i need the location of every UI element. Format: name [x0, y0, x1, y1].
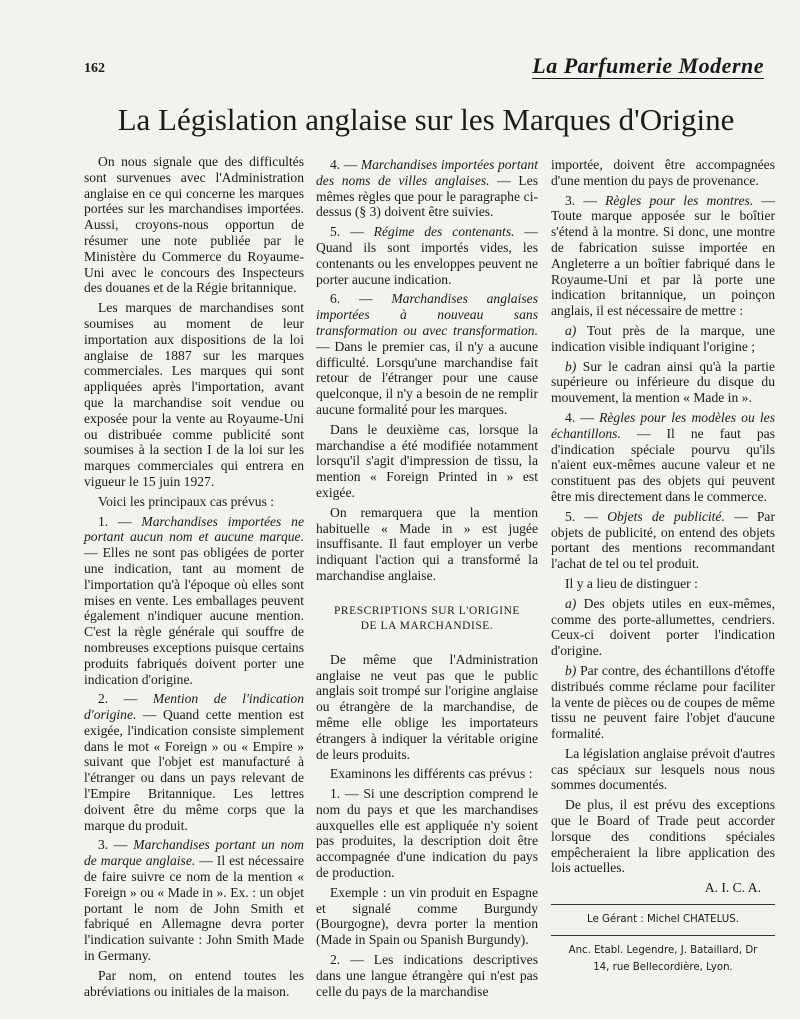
paragraph: 1. — Si une description comprend le nom du pays et que les marchandises auxquelles elle est appliquée n'y soient pas produites, la description doit être accompagnée d'une indication du pays de production.	[316, 786, 538, 881]
item-text: — Il est nécessaire de faire suivre ce nom de la mention « Foreign » ou « Made in ». Ex. : un objet portant le nom de John Smith et fabriqué en Allemagne devra porter l'indication suivante : John Smith Made in Germany.	[84, 853, 304, 964]
item-text: Tout près de la marque, une indication visible indiquant l'origine ;	[551, 322, 775, 354]
gerant-line: Le Gérant : Michel CHATELUS.	[587, 914, 739, 926]
item-letter: a)	[565, 595, 577, 611]
item-text: — Elles ne sont pas obligées de porter une indication, tant au moment de l'importation qu'à l'époque où elles sont mises en vente. Les emballages peuvent également n'indiquer aucune mention. C'est la règle générale qui souffre de nombreuses exceptions puisque certains produits fabriqués doivent porter une indication d'origine.	[84, 545, 304, 687]
divider	[551, 935, 775, 936]
item-heading: Marchandises anglaises importées à nouveau sans transformation ou avec transformation.	[316, 291, 538, 338]
item-number: 3. —	[98, 837, 134, 853]
author-signature: A. I. C. A.	[704, 880, 761, 896]
item-heading: Marchandises portant un nom de marque anglaise.	[84, 837, 304, 869]
item-number: 6. —	[330, 291, 392, 307]
paragraph: Les marques de marchandises sont soumises au moment de leur importation aux dispositions de la loi anglaise de 1887 sur les marques commerciales. Les marques qui sont appliquées après l'importation, avant que la marchandise soit vendue ou exposée pour la vente au Royaume-Uni ou distribuée comme publicité sont soumises à la section I de la loi sur les marques commerciales qui entrera en vigueur le 15 juin 1927.	[84, 300, 304, 489]
section-subheading	[316, 604, 538, 634]
divider	[551, 904, 775, 905]
item-number: 1. —	[98, 513, 142, 529]
subheading-line: DE LA MARCHANDISE.	[360, 619, 494, 632]
paragraph	[551, 596, 775, 659]
paragraph: Dans le deuxième cas, lorsque la marchandise a été modifiée notamment lorsqu'il s'agit d'impression de tissu, la mention « Foreign Printed in » est exigée.	[316, 421, 538, 500]
paragraph: Exemple : un vin produit en Espagne et signalé comme Burgundy (Bourgogne), devra porter la mention (Made in Spain ou Spanish Burgundy).	[316, 884, 538, 948]
item-text: — Il ne faut pas d'indication spéciale pourvu qu'ils n'aient eux-mêmes aucune valeur et ne constituent pas des objets qui peuvent être mis directement dans le commerce.	[551, 425, 775, 504]
paragraph: De plus, il est prévu des exceptions que le Board of Trade peut accorder lorsque des conditions spéciales empêcheraient la libre application des lois actuelles.	[551, 797, 775, 876]
paragraph	[84, 837, 304, 963]
item-number: 4. —	[330, 157, 361, 172]
item-number: 4. —	[565, 409, 600, 425]
paragraph: Examinons les différents cas prévus :	[330, 766, 533, 782]
item-number: 2. —	[98, 691, 153, 707]
column-3	[551, 157, 775, 978]
item-letter: b)	[565, 662, 577, 678]
column-2	[316, 157, 538, 1003]
page-number: 162	[84, 61, 105, 76]
item-text: Par contre, des échantillons d'étoffe distribués comme réclame pour faciliter la vente de pièces ou de coupes de même tissu ne peuvent faire l'objet d'aucune formalité.	[551, 662, 775, 742]
paragraph: Voici les principaux cas prévus :	[98, 493, 275, 509]
masthead-logo: La Parfumerie Moderne	[532, 53, 764, 78]
paragraph: On remarquera que la mention habituelle « Made in » est jugée insuffisante. Il faut employer un verbe indiquant l'action qui a transformé la marchandise anglaise.	[316, 504, 538, 583]
item-text: — Par objets de publicité, on entend des objets portant des mentions recommandant l'achat de tel ou tel produit.	[551, 508, 775, 572]
paragraph	[551, 323, 775, 355]
item-heading: Règles pour les modèles ou les échantillons.	[551, 409, 775, 441]
item-heading: Règles pour les montres.	[605, 192, 754, 208]
item-text: — Quand ils sont importés vides, les contenants ou les enveloppes peuvent ne porter aucune indication.	[316, 224, 538, 287]
item-letter: a)	[565, 322, 577, 338]
paragraph: Il y a lieu de distinguer :	[565, 575, 698, 591]
paragraph	[316, 224, 538, 287]
paragraph	[84, 691, 304, 833]
printer-line: Anc. Etabl. Legendre, J. Bataillard, Dr	[568, 945, 758, 957]
item-heading: Marchandises importées ne portant aucun nom et aucune marque.	[84, 513, 304, 545]
subheading-line: PRESCRIPTIONS SUR L'ORIGINE	[334, 604, 520, 617]
item-number: 5. —	[330, 224, 374, 240]
paragraph: De même que l'Administration anglaise ne veut pas que le public anglais soit trompé sur l'origine anglaise ou étrangère de la marchandise, de même elle oblige les importateurs étrangers à indiquer la véritable origine de leurs produits.	[316, 651, 538, 762]
paragraph	[84, 514, 304, 688]
paragraph	[551, 359, 775, 406]
paragraph: importée, doivent être accompagnées d'une mention du pays de provenance.	[551, 157, 775, 188]
paragraph	[551, 663, 775, 742]
item-heading: Mention de l'indication d'origine.	[84, 691, 304, 723]
paragraph: Par nom, on entend toutes les abréviations ou initiales de la maison.	[84, 967, 304, 999]
paragraph: 2. — Les indications descriptives dans une langue étrangère qui n'est pas celle du pays de la marchandise	[316, 952, 538, 999]
paragraph	[551, 193, 775, 319]
item-text: — Quand cette mention est exigée, l'indication consiste simplement dans le mot « Foreign » ou « Empire » suivant que l'objet est manufacturé à l'étranger ou dans un pays relevant de l'Empire Britannique. Les lettres doivent être du même corps que la marque du produit.	[84, 707, 304, 833]
item-text: — Toute marque apposée sur le boîtier s'étend à la montre. Si donc, une montre de fabrication suisse importée en Angleterre a un boîtier fabriqué dans le Royaume-Uni et par là porte une indication britannique, un poinçon anglais, il est nécessaire de mettre :	[551, 192, 775, 319]
item-text: — Dans le premier cas, il n'y a aucune difficulté. Lorsqu'une marchandise fait retour de l'étranger pour une cause quelconque, il n'y a besoin de ne remplir aucune formalité pour les marques.	[316, 338, 538, 417]
printer-line: 14, rue Bellecordière, Lyon.	[593, 962, 733, 974]
paragraph: La législation anglaise prévoit d'autres cas spéciaux sur lesquels nous nous sommes documentés.	[551, 745, 775, 793]
item-text: Des objets utiles en eux-mêmes, comme des porte-allumettes, cendriers. Ceux-ci doivent porter l'indication d'origine.	[551, 595, 775, 659]
column-1	[84, 154, 304, 1003]
paragraph: On nous signale que des difficultés sont survenues avec l'Administration anglaise en ce qui concerne les marques portées sur les marchandises importées. Aussi, croyons-nous opportun de résumer une note publiée par le Ministère du Commerce du Royaume-Uni avec le concours des Inspecteurs des douanes et de la Régie britannique.	[84, 154, 304, 296]
item-heading: Objets de publicité.	[607, 508, 725, 524]
item-text: Sur le cadran ainsi qu'à la partie supérieure ou inférieure du disque du mouvement, la mention « Made in ».	[551, 358, 775, 406]
paragraph	[551, 410, 775, 505]
paragraph	[316, 291, 538, 417]
paragraph	[551, 509, 775, 572]
item-number: 3. —	[565, 192, 606, 208]
paragraph	[316, 157, 538, 220]
article-title: La Législation anglaise sur les Marques d'Origine	[117, 102, 735, 137]
printer-imprint	[551, 944, 775, 975]
item-heading: Marchandises importées portant des noms de villes anglaises.	[316, 157, 538, 188]
item-letter: b)	[565, 358, 577, 374]
item-number: 5. —	[565, 508, 608, 524]
item-text: — Les mêmes règles que pour le paragraphe ci-dessus (§ 3) doivent être suivies.	[316, 172, 538, 220]
item-heading: Régime des contenants.	[373, 224, 515, 240]
